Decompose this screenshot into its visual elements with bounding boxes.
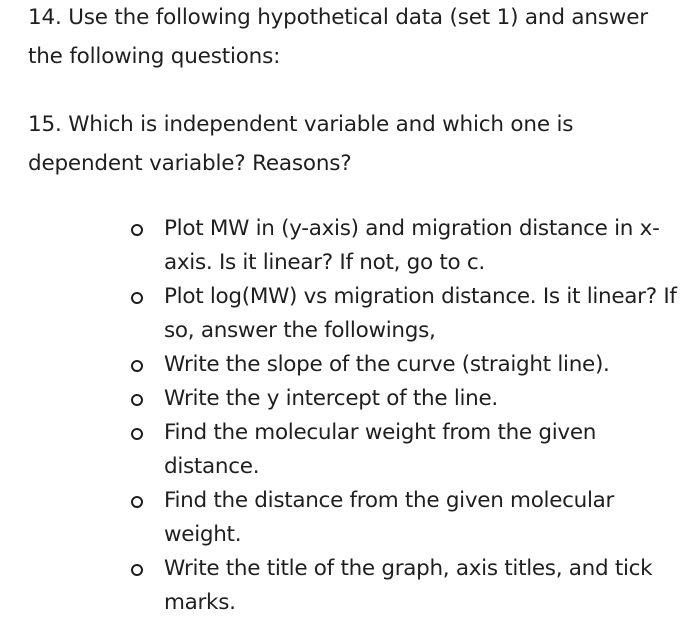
hollow-circle-bullet-icon [131, 394, 143, 406]
list-item [128, 552, 688, 620]
list-item-text: Write the y intercept of the line. [164, 386, 498, 411]
list-item [128, 212, 688, 280]
hollow-circle-bullet-icon [131, 564, 143, 576]
instruction-list [128, 212, 688, 620]
list-item-text: Find the molecular weight from the given distance. [164, 420, 597, 479]
hollow-circle-bullet-icon [131, 224, 143, 236]
list-item [128, 416, 688, 484]
hollow-circle-bullet-icon [131, 496, 143, 508]
list-item [128, 348, 688, 382]
list-item [128, 280, 688, 348]
list-item [128, 382, 688, 416]
question-15-text: 15. Which is independent variable and which one is dependent variable? Reasons? [28, 112, 574, 176]
list-item-text: Plot log(MW) vs migration distance. Is it linear? If so, answer the followings, [164, 284, 677, 343]
list-item-text: Plot MW in (y-axis) and migration distance in x-axis. Is it linear? If not, go to c. [164, 216, 660, 275]
hollow-circle-bullet-icon [131, 292, 143, 304]
list-item-text: Write the title of the graph, axis titles, and tick marks. [164, 556, 653, 615]
list-item [128, 484, 688, 552]
hollow-circle-bullet-icon [131, 360, 143, 372]
question-14-text: 14. Use the following hypothetical data (set 1) and answer the following questions: [28, 5, 648, 69]
list-item-text: Write the slope of the curve (straight line). [164, 352, 610, 377]
hollow-circle-bullet-icon [131, 428, 143, 440]
list-item-text: Find the distance from the given molecular weight. [164, 488, 615, 547]
